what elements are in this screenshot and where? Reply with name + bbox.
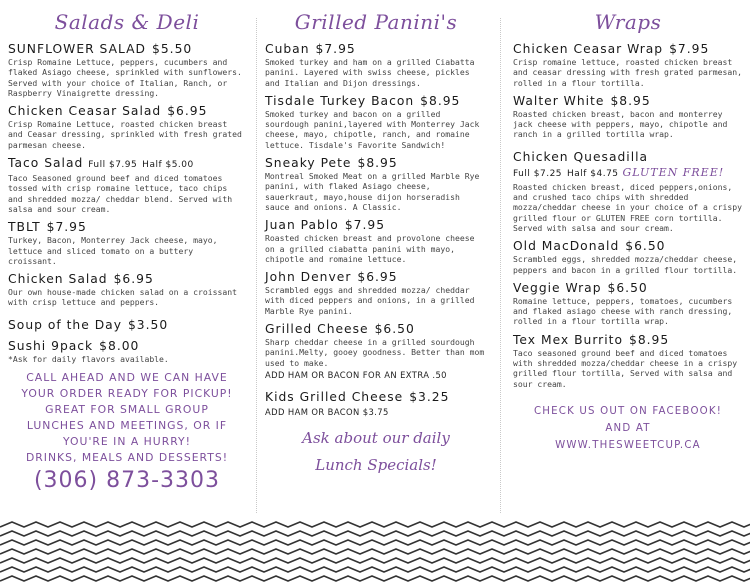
item-description: Crisp Romaine Lettuce, peppers, cucumbers and flaked Asiago cheese, sprinkled with sunflowers. Served with your choice of Italian, Ranch, or Raspberry Vinaigrette dressing. (8, 57, 242, 98)
item-name: Chicken Ceasar Wrap (513, 42, 664, 56)
column-divider (256, 18, 257, 513)
chevron-pattern-footer (0, 518, 750, 583)
item-price: $3.50 (127, 317, 169, 332)
menu-item-grilled-cheese (265, 322, 487, 380)
menu-item-chicken-salad (8, 272, 246, 308)
item-price: $8.95 (629, 332, 670, 347)
item-price: $7.95 (46, 220, 87, 235)
item-price: $8.95 (610, 93, 651, 108)
chevron-row (0, 540, 750, 545)
item-price: $6.50 (607, 280, 648, 295)
menu-item-soup-of-the-day (8, 318, 246, 333)
item-description: Roasted chicken breast, bacon and monterrey jack cheese with peppers, mayo, chipotle and ranch in a grilled tortilla wrap. (513, 108, 728, 140)
item-price: $6.50 (625, 239, 666, 254)
item-name: Old MacDonald (513, 239, 620, 254)
item-description: Turkey, Bacon, Monterrey Jack cheese, mayo, lettuce and sliced tomato on a buttery croissant. (8, 235, 218, 266)
item-name: Chicken Quesadilla (513, 149, 649, 164)
menu-item-juan-pablo (265, 218, 487, 264)
menu-item-john-denver (265, 270, 487, 316)
menu-item-kids-grilled-cheese (265, 390, 487, 417)
item-price: $5.50 (152, 42, 193, 56)
salads-deli-column (8, 0, 246, 520)
menu-item-tblt (8, 220, 246, 266)
item-name: SUNFLOWER SALAD (8, 42, 147, 56)
item-price: $8.95 (420, 93, 461, 108)
menu-item-taco-salad (8, 156, 246, 214)
item-price: $8.00 (99, 338, 140, 353)
item-description: Smoked turkey and bacon on a grilled sourdough panini,layered with Monterrey Jack cheese, mayo, chipotle, ranch, and romaine lettuce. Tisdale's Favorite Sandwich! (265, 108, 480, 150)
facebook-website-note: CHECK US OUT ON FACEBOOK! AND AT WWW.THESWEETCUP.CA (533, 405, 723, 451)
item-name: Walter White (513, 93, 605, 108)
item-description: *Ask for daily flavors available. (8, 353, 169, 364)
chevron-row (0, 576, 750, 581)
item-name: Sushi 9pack (8, 338, 94, 353)
item-name: Grilled Cheese (265, 322, 369, 337)
item-description: Scrambled eggs, shredded mozza/cheddar cheese, peppers and bacon in a grilled flour tortilla. (513, 254, 738, 275)
gluten-free-badge: GLUTEN FREE! (622, 165, 725, 179)
item-price: $7.95 (669, 42, 710, 56)
item-name: John Denver (265, 270, 352, 285)
item-description: Our own house-made chicken salad on a croissant with crisp lettuce and peppers. (8, 287, 238, 308)
item-price: $6.50 (374, 322, 415, 337)
item-name: TBLT (8, 220, 41, 235)
item-description: Scrambled eggs and shredded mozza/ cheddar with diced peppers and onions, in a grilled Marble Rye panini. (265, 285, 475, 316)
item-name: Chicken Salad (8, 272, 108, 287)
item-price-half: Half $4.75 (566, 168, 619, 179)
item-price: $7.95 (344, 218, 386, 233)
item-price-half: Half $5.00 (142, 160, 194, 171)
item-extra: ADD HAM OR BACON $3.75 (265, 406, 389, 417)
menu-item-chicken-ceasar-wrap (513, 42, 743, 88)
item-name: Soup of the Day (8, 317, 122, 332)
item-price: $6.95 (167, 104, 208, 119)
item-description: Romaine lettuce, peppers, tomatoes, cucumbers and flaked asiago cheese with ranch dressing, rolled in a flour tortilla wrap. (513, 295, 733, 327)
phone-number: (306) 873-3303 (33, 468, 221, 494)
column-divider (500, 18, 501, 513)
item-description: Crisp Romaine Lettuce, roasted chicken breast and Ceasar dressing, sprinkled with fresh grated parmesan cheese. (8, 119, 242, 150)
menu-item-sneaky-pete (265, 156, 487, 212)
item-price-full: Full $7.25 (513, 168, 563, 179)
item-extra: ADD HAM OR BACON FOR AN EXTRA .50 (265, 369, 447, 380)
item-name: Tisdale Turkey Bacon (265, 93, 415, 108)
item-name: Sneaky Pete (265, 156, 352, 171)
item-name: Veggie Wrap (513, 280, 602, 295)
menu-item-chicken-ceasar-salad (8, 104, 246, 150)
item-description: Taco Seasoned ground beef and diced tomatoes tossed with crisp romaine lettuce, taco chips and shredded mozza/ cheddar blend. Served with salsa and sour cream. (8, 173, 233, 214)
item-price: $6.95 (113, 272, 154, 287)
item-description: Taco seasoned ground beef and diced tomatoes with shredded mozza/cheddar cheese in a crispy grilled flour tortilla, Served with salsa and sour cream. (513, 347, 738, 389)
call-ahead-promo: CALL AHEAD AND WE CAN HAVE YOUR ORDER READY FOR PICKUP! GREAT FOR SMALL GROUP LUNCHES AND MEETINGS, OR IF YOU'RE IN A HURRY! DRINKS, MEALS AND DESSERTS! (21, 371, 233, 465)
item-description: Smoked turkey and ham on a grilled Ciabatta panini. Layered with swiss cheese, pickles and Italian and Dijon dressings. (265, 57, 475, 88)
chevron-row (0, 549, 750, 554)
menu-item-veggie-wrap (513, 281, 743, 327)
chevron-row (0, 522, 750, 527)
item-description: Roasted chicken breast, diced peppers,onions, and crushed taco chips with shredded mozza/cheddar cheese in your choice of a crispy grilled flour or GLUTEN FREE corn tortilla. Served with salsa and sour cream. (513, 181, 743, 233)
paninis-column (265, 0, 487, 520)
item-price: $3.25 (409, 389, 450, 404)
item-name: Cuban (265, 42, 310, 56)
item-name: Chicken Ceasar Salad (8, 104, 162, 119)
menu-item-sunflower-salad (8, 42, 246, 98)
item-name: Kids Grilled Cheese (265, 389, 404, 404)
wraps-column (513, 0, 743, 520)
item-price: $7.95 (315, 42, 356, 56)
daily-specials-note: Ask about our daily Lunch Specials! (302, 428, 450, 474)
menu-item-chicken-quesadilla (513, 150, 743, 233)
chevron-row (0, 531, 750, 536)
item-description: Roasted chicken breast and provolone cheese on a grilled ciabatta panini with mayo, chipotle and romaine lettuce. (265, 233, 475, 264)
item-price: $8.95 (357, 156, 398, 171)
chevron-row (0, 558, 750, 563)
menu-item-tisdale-turkey-bacon (265, 94, 487, 150)
item-description: Montreal Smoked Meat on a grilled Marble Rye panini, with flaked Asiago cheese, sauerkraut, mayo,house dijon horseradish sauce and onions. A Classic. (265, 171, 480, 212)
menu-item-cuban (265, 42, 487, 88)
item-price: $6.95 (357, 270, 398, 285)
item-name: Taco Salad (8, 156, 84, 171)
menu-item-old-macdonald (513, 239, 743, 275)
item-description: Sharp cheddar cheese in a grilled sourdough panini.Melty, gooey goodness. Better than mom used to make. (265, 337, 485, 368)
menu-item-walter-white (513, 94, 743, 140)
menu-item-sushi (8, 339, 246, 364)
item-price-full: Full $7.95 (88, 160, 138, 171)
paninis-title: Grilled Panini's (294, 10, 458, 34)
wraps-title: Wraps (594, 10, 662, 34)
salads-deli-title: Salads & Deli (54, 10, 200, 34)
chevron-row (0, 567, 750, 572)
item-description: Crisp romaine lettuce, roasted chicken breast and ceasar dressing with fresh grated parmesan, rolled in a flour tortilla. (513, 57, 743, 88)
item-name: Juan Pablo (265, 218, 339, 233)
menu-item-tex-mex-burrito (513, 333, 743, 389)
item-name: Tex Mex Burrito (513, 332, 623, 347)
